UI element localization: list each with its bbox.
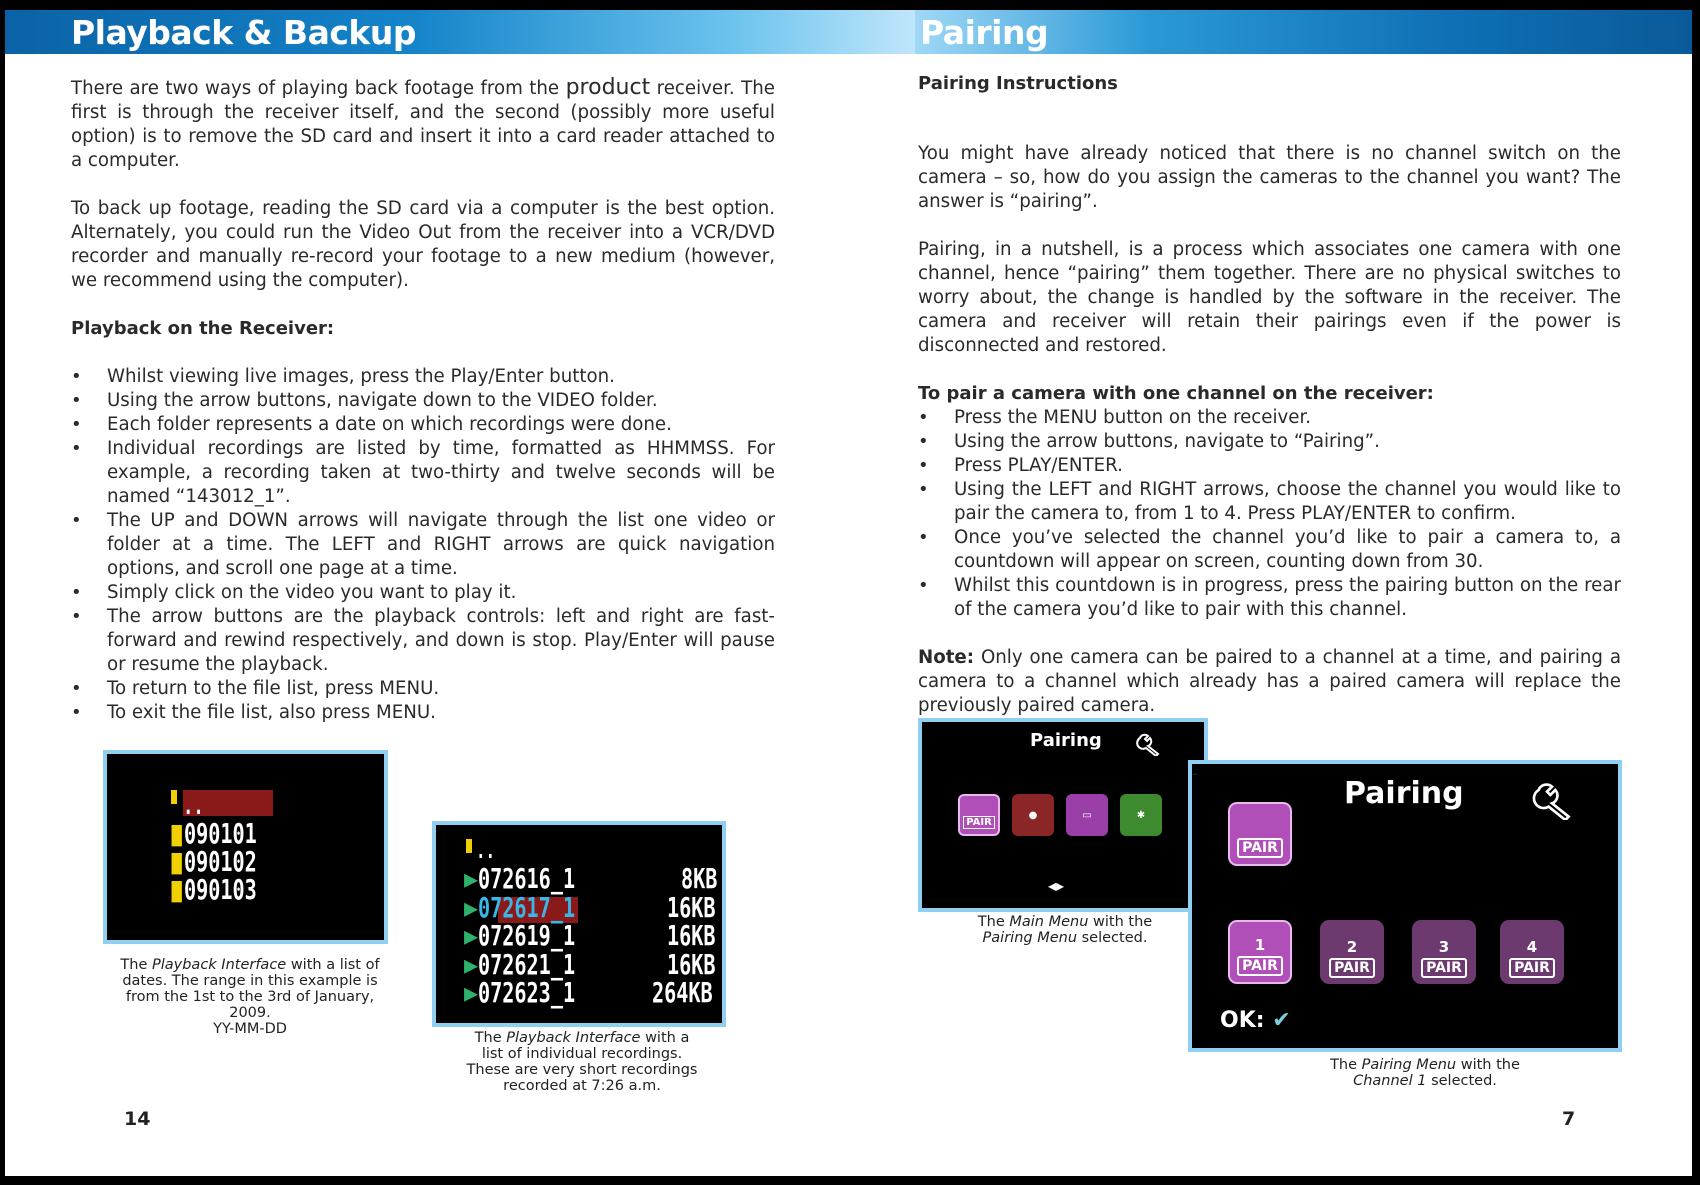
channel-number: 2 (1346, 938, 1358, 956)
table-row: ▸072623_1 264KB (464, 976, 713, 1009)
left-banner-title: Playback & Backup (71, 12, 416, 52)
recordings-list (464, 862, 718, 1009)
caption-italic: Pairing Menu (1361, 1057, 1457, 1073)
list-item: • Using the arrow buttons, navigate down to the VIDEO folder. (71, 389, 775, 413)
list-item: • To return to the file list, press MENU. (71, 677, 775, 701)
caption-pairing-menu (1320, 1057, 1530, 1089)
channel-4-pair-button[interactable] (1500, 920, 1564, 984)
record-menu-icon: ● (1012, 794, 1054, 836)
recordings-up-entry: .. (476, 839, 496, 864)
play-icon: ▸ (464, 947, 479, 981)
list-item: • Whilst this countdown is in progress, press the pairing button on the rear of the camera you’d like to pair with this channel. (918, 574, 1621, 622)
pair-tag: PAIR (963, 816, 995, 829)
pairing-instructions-heading: Pairing Instructions (918, 73, 1118, 94)
pair-tag: PAIR (1237, 956, 1283, 976)
list-item: • Each folder represents a date on which recordings were done. (71, 413, 775, 437)
note-paragraph (918, 646, 1621, 718)
left-banner (5, 10, 915, 54)
main-menu-screenshot (918, 718, 1208, 912)
caption-italic: Playback Interface (151, 957, 287, 973)
caption-text: The (474, 1030, 502, 1046)
folder-icon (466, 839, 472, 853)
play-icon: ▸ (464, 862, 479, 895)
caption-italic: Pairing Menu (982, 930, 1078, 946)
settings-menu-icon: ✱ (1120, 794, 1162, 836)
caption-text: with a list of dates. The range in this example is from the 1st to the 3rd of January, 2009. (122, 957, 380, 1021)
list-item: • Using the LEFT and RIGHT arrows, choose the channel you would like to pair the camera to, from 1 to 4. Press PLAY/ENTER to confirm. (918, 478, 1621, 526)
pairing-steps (918, 406, 1621, 622)
table-row: ▸072616_1 8KB (464, 862, 718, 895)
caption-text: with a list of individual recordings. These are very short recordings recorded at 7:26 a.m. (466, 1030, 698, 1094)
note-text: Only one camera can be paired to a channel at a time, and pairing a camera to a channel which already has a paired camera will replace the previously paired camera. (918, 647, 1621, 716)
ok-indicator (1220, 1008, 1291, 1033)
list-item: • Press PLAY/ENTER. (918, 454, 1621, 478)
channel-number: 4 (1526, 938, 1538, 956)
folder-icon (171, 790, 177, 804)
caption-recordings-screenshot (462, 1030, 702, 1094)
pair-tag: PAIR (1421, 958, 1467, 978)
channel-1-pair-button[interactable] (1228, 920, 1292, 984)
list-item: • Once you’ve selected the channel you’d like to pair a camera to, a countdown will appear on screen, counting down from 30. (918, 526, 1621, 574)
list-item: • Simply click on the video you want to play it. (71, 581, 775, 605)
list-item: ▮090102 (169, 845, 258, 878)
caption-text: with the (1460, 1057, 1520, 1073)
pair-tag: PAIR (1329, 958, 1375, 978)
folder-list (169, 817, 286, 906)
caption-italic: Playback Interface (506, 1030, 641, 1046)
caption-text: with the (1093, 914, 1153, 930)
list-item: • Press the MENU button on the receiver. (918, 406, 1621, 430)
channel-2-pair-button[interactable] (1320, 920, 1384, 984)
caption-format: YY-MM-DD (213, 1021, 287, 1037)
playback-steps (71, 365, 775, 725)
play-icon: ▸ (464, 890, 479, 924)
caption-text: The (1330, 1057, 1358, 1073)
list-item: • Individual recordings are listed by time, formatted as HHMMSS. For example, a recording taken at two-thirty and twelve seconds will be named “143012_1”. (71, 437, 775, 509)
playback-recordings-screenshot (432, 821, 726, 1027)
right-banner (915, 10, 1692, 54)
caption-text: selected. (1081, 930, 1148, 946)
list-item: • To exit the file list, also press MENU. (71, 701, 775, 725)
intro-paragraph-2: To back up footage, reading the SD card via a computer is the best option. Alternately, you could run the Video Out from the receiver into a VCR/DVD recorder and manually re-record your footage to a new medium (however, we recommend using the computer). (71, 198, 775, 291)
caption-main-menu (960, 914, 1170, 946)
list-item: • Whilst viewing live images, press the Play/Enter button. (71, 365, 775, 389)
pair-steps-heading: To pair a camera with one channel on the receiver: (918, 383, 1434, 404)
intro-paragraph-1 (71, 76, 775, 173)
left-column (71, 76, 775, 749)
pair-header-icon (1228, 802, 1292, 866)
right-page-number: 7 (1562, 1108, 1576, 1130)
left-page-number: 14 (124, 1108, 151, 1130)
wrench-icon (1532, 780, 1582, 824)
table-row: ▸072619_1 16KB (464, 919, 716, 952)
pairing-paragraph-2: Pairing, in a nutshell, is a process which associates one camera with one channel, hence “pairing” them together. There are no physical switches to worry about, the change is handled by the software in the receiver. The camera and receiver will retain their pairings even if the power is disconnected and restored. (918, 239, 1621, 356)
channel-3-pair-button[interactable] (1412, 920, 1476, 984)
list-item: • The UP and DOWN arrows will navigate through the list one video or folder at a time. The LEFT and RIGHT arrows are quick navigation options, and scroll one page at a time. (71, 509, 775, 581)
pair-tag: PAIR (1237, 838, 1283, 858)
playback-heading: Playback on the Receiver: (71, 318, 335, 339)
note-label: Note: (918, 647, 975, 668)
pair-tag: PAIR (1509, 958, 1555, 978)
channel-number: 3 (1438, 938, 1450, 956)
folder-icon: ▮ (169, 845, 185, 878)
pairing-menu-screenshot: - Pairing PAIR 1 PAIR 2 PAIR 3 PAIR 4 PAIR OK: ✔ (1188, 760, 1622, 1052)
caption-text: The (977, 914, 1005, 930)
caption-text: selected. (1431, 1073, 1497, 1089)
playback-folder-screenshot (103, 750, 388, 944)
check-icon: ✔ (1272, 1008, 1291, 1033)
wrench-icon (1136, 732, 1166, 762)
caption-text: The (120, 957, 148, 973)
left-right-arrows-icon: ◂▸ (1048, 876, 1065, 895)
folder-up-entry: .. (183, 792, 204, 820)
list-item: ▮090103 (169, 873, 258, 906)
folder-icon: ▮ (169, 817, 185, 850)
caption-folder-screenshot (120, 957, 380, 1037)
play-icon: ▸ (464, 976, 479, 1009)
list-item: • The arrow buttons are the playback controls: left and right are fast-forward and rewind respectively, and down is stop. Play/Enter will pause or resume the playback. (71, 605, 775, 677)
intro-p1-b: receiver. The first is through the receiver itself, and the second (possibly more useful option) is to remove the SD card and insert it into a card reader attached to a computer. (71, 78, 775, 171)
table-row: ▸072617_1 16KB (464, 890, 716, 924)
ok-label: OK: (1220, 1008, 1265, 1033)
folder-icon: ▮ (169, 873, 185, 906)
list-item: • Using the arrow buttons, navigate to “Pairing”. (918, 430, 1621, 454)
play-icon: ▸ (464, 919, 479, 952)
playback-menu-icon: ▭ (1066, 794, 1108, 836)
pairing-screen-title: Pairing (1344, 776, 1464, 811)
channel-number: 1 (1254, 936, 1266, 954)
right-banner-title: Pairing (920, 12, 1049, 52)
right-column (918, 72, 1621, 742)
list-item: ▮090101 (169, 817, 258, 850)
pairing-paragraph-1: You might have already noticed that there is no channel switch on the camera – so, how do you assign the cameras to the channel you want? The answer is “pairing”. (918, 143, 1621, 212)
caption-italic: Channel 1 (1353, 1073, 1427, 1089)
menu-title: Pairing (1030, 730, 1102, 751)
caption-italic: Main Menu (1009, 914, 1089, 930)
pair-menu-icon (958, 794, 1000, 836)
product-word: product (565, 75, 651, 100)
table-row: ▸072621_1 16KB (464, 947, 716, 981)
intro-p1-a: There are two ways of playing back footage from the (71, 78, 560, 99)
